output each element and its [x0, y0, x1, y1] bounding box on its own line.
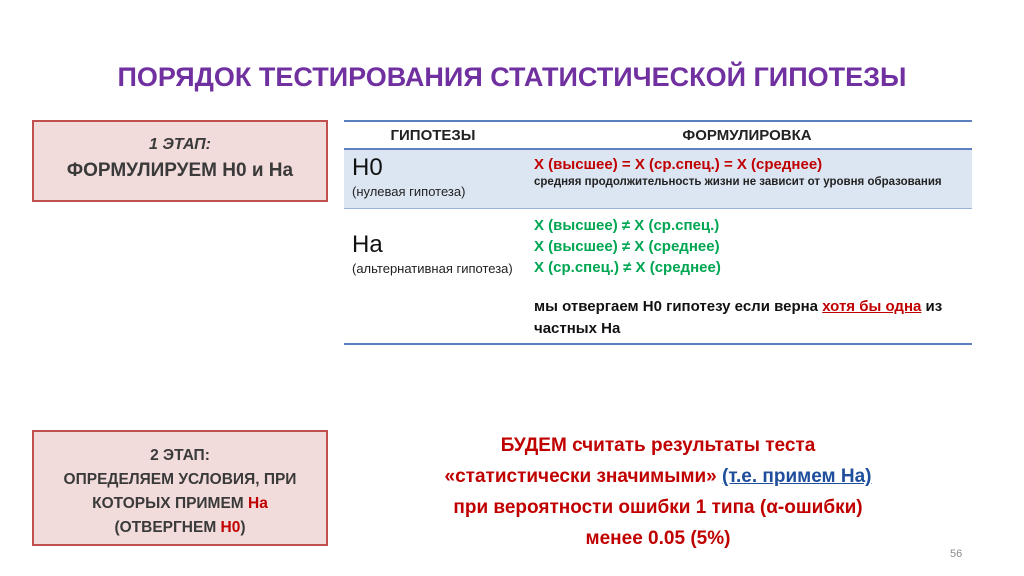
- table-row-ha: [344, 209, 972, 345]
- h0-note: средняя продолжительность жизни не зависит от уровня образования: [534, 176, 942, 188]
- stage-2-line1: ОПРЕДЕЛЯЕМ УСЛОВИЯ, ПРИ: [63, 471, 297, 488]
- significance-line2: [344, 461, 972, 492]
- significance-line1: БУДЕМ считать результаты теста: [500, 435, 816, 456]
- ha-formula-2: Х (высшее) ≠ Х (среднее): [534, 238, 720, 255]
- header-formulation: ФОРМУЛИРОВКА: [682, 126, 812, 144]
- significance-line3: при вероятности ошибки 1 типа (α-ошибки): [453, 497, 863, 518]
- slide-title: ПОРЯДОК ТЕСТИРОВАНИЯ СТАТИСТИЧЕСКОЙ ГИПОТЕЗЫ: [117, 62, 907, 92]
- stage-2-box: [32, 430, 328, 546]
- hypotheses-table: [344, 120, 972, 345]
- ha-rule-pre: мы отвергаем Н0 гипотезу если верна: [534, 298, 823, 315]
- h0-formula: Х (высшее) = Х (ср.спец.) = Х (среднее): [534, 156, 823, 173]
- ha-name: На: [352, 231, 383, 258]
- ha-rule: [534, 296, 972, 340]
- stage-2-line3-close: ): [240, 519, 246, 536]
- ha-formulas: [534, 215, 972, 278]
- h0-desc: (нулевая гипотеза): [352, 184, 466, 199]
- stage-2-label: 2 ЭТАП:: [150, 447, 210, 464]
- ha-formula-3: Х (ср.спец.) ≠ Х (среднее): [534, 259, 721, 276]
- h0-name: Н0: [352, 154, 383, 181]
- ha-rule-post: из частных На: [534, 298, 943, 337]
- stage-2-line3: [34, 516, 326, 540]
- stage-1-box: [32, 120, 328, 202]
- ha-formula-1: Х (высшее) ≠ Х (ср.спец.): [534, 217, 720, 234]
- stage-2-h0: Н0: [220, 519, 241, 536]
- stage-1-text: ФОРМУЛИРУЕМ Н0 и На: [66, 160, 294, 181]
- page-number: 56: [950, 548, 963, 560]
- stage-2-ha: На: [248, 495, 268, 512]
- stage-2-line3-text: (ОТВЕРГНЕМ: [114, 519, 221, 536]
- table-header-row: [344, 120, 972, 150]
- significance-line2-text: «статистически значимыми»: [444, 466, 723, 487]
- significance-line2-note: (т.е. примем На): [722, 466, 872, 487]
- table-row-h0: [344, 150, 972, 209]
- significance-text: [344, 430, 972, 554]
- significance-line4: менее 0.05 (5%): [585, 528, 731, 549]
- ha-desc: (альтернативная гипотеза): [352, 261, 513, 276]
- header-hypotheses: ГИПОТЕЗЫ: [390, 126, 476, 144]
- stage-1-label: 1 ЭТАП:: [149, 136, 211, 153]
- stage-2-line2: [34, 492, 326, 516]
- ha-rule-emphasis: хотя бы одна: [822, 298, 922, 315]
- stage-2-line2-text: КОТОРЫХ ПРИМЕМ: [92, 495, 249, 512]
